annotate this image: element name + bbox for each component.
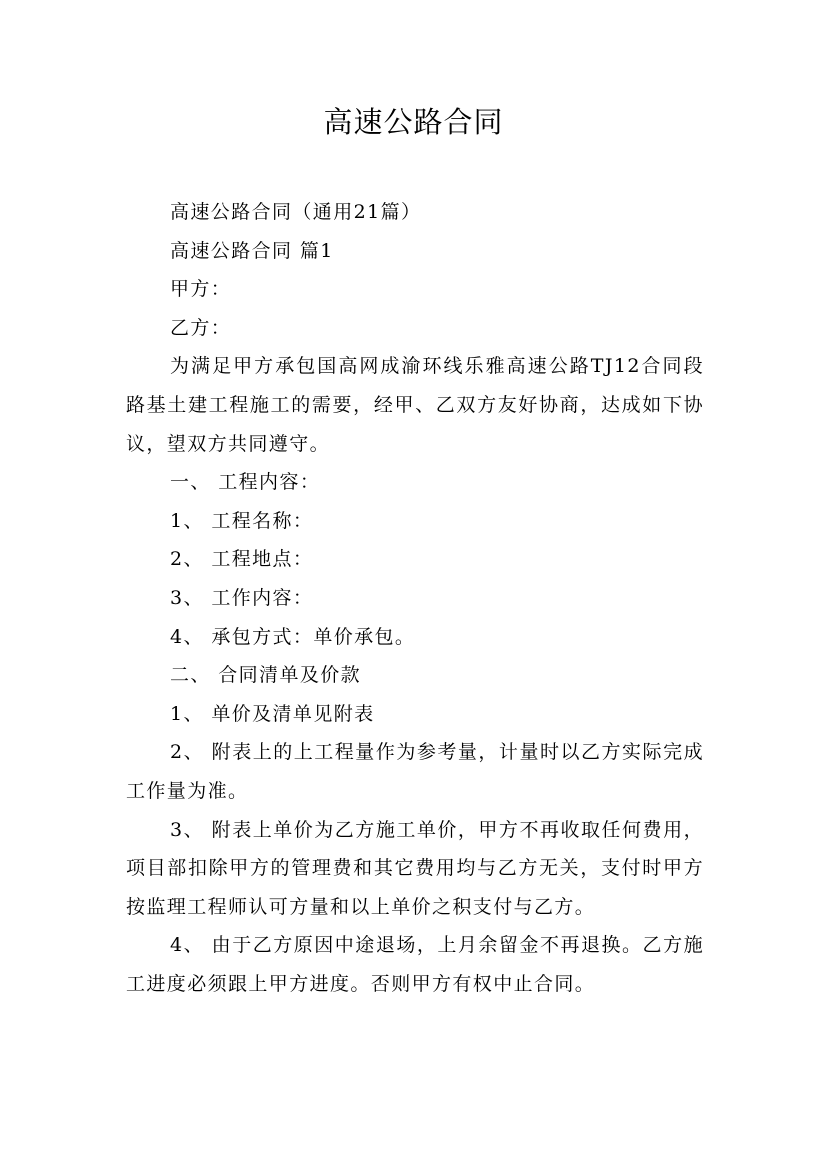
- clause-item: 3、 工作内容：: [170, 586, 314, 609]
- section-heading-paragraph: 高速公路合同 篇1: [170, 239, 334, 262]
- clause-item: 2、 工程地点：: [170, 548, 314, 571]
- clause-item: 3、 附表上单价为乙方施工单价，甲方不再收取任何费用，项目部扣除甲方的管理费和其它费用均与乙方无关，支付时甲方按监理工程师认可方量和以上单价之积支付与乙方。: [126, 818, 704, 918]
- subtitle-paragraph: 高速公路合同（通用21篇）: [170, 201, 422, 223]
- intro-paragraph: 为满足甲方承包国高网成渝环线乐雅高速公路TJ12合同段路基土建工程施工的需要，经甲、乙双方友好协商，达成如下协议，望双方共同遵守。: [126, 355, 704, 455]
- clause-item: 2、 附表上的上工程量作为参考量，计量时以乙方实际完成工作量为准。: [126, 741, 704, 802]
- clause-heading-1: 一、 工程内容：: [170, 471, 321, 494]
- clause-item: 4、 承包方式：单价承包。: [170, 625, 416, 648]
- clause-item: 1、 单价及清单见附表: [170, 702, 375, 725]
- document-title: 高速公路合同: [323, 105, 504, 139]
- clause-item: 1、 工程名称：: [170, 509, 314, 532]
- clause-heading-2: 二、 合同清单及价款: [170, 664, 362, 687]
- document-body: [126, 193, 704, 1003]
- party-b-line: 乙方：: [170, 316, 232, 339]
- party-a-line: 甲方：: [170, 278, 232, 301]
- clause-item: 4、 由于乙方原因中途退场，上月余留金不再退换。乙方施工进度必须跟上甲方进度。否则甲方有权中止合同。: [126, 934, 704, 995]
